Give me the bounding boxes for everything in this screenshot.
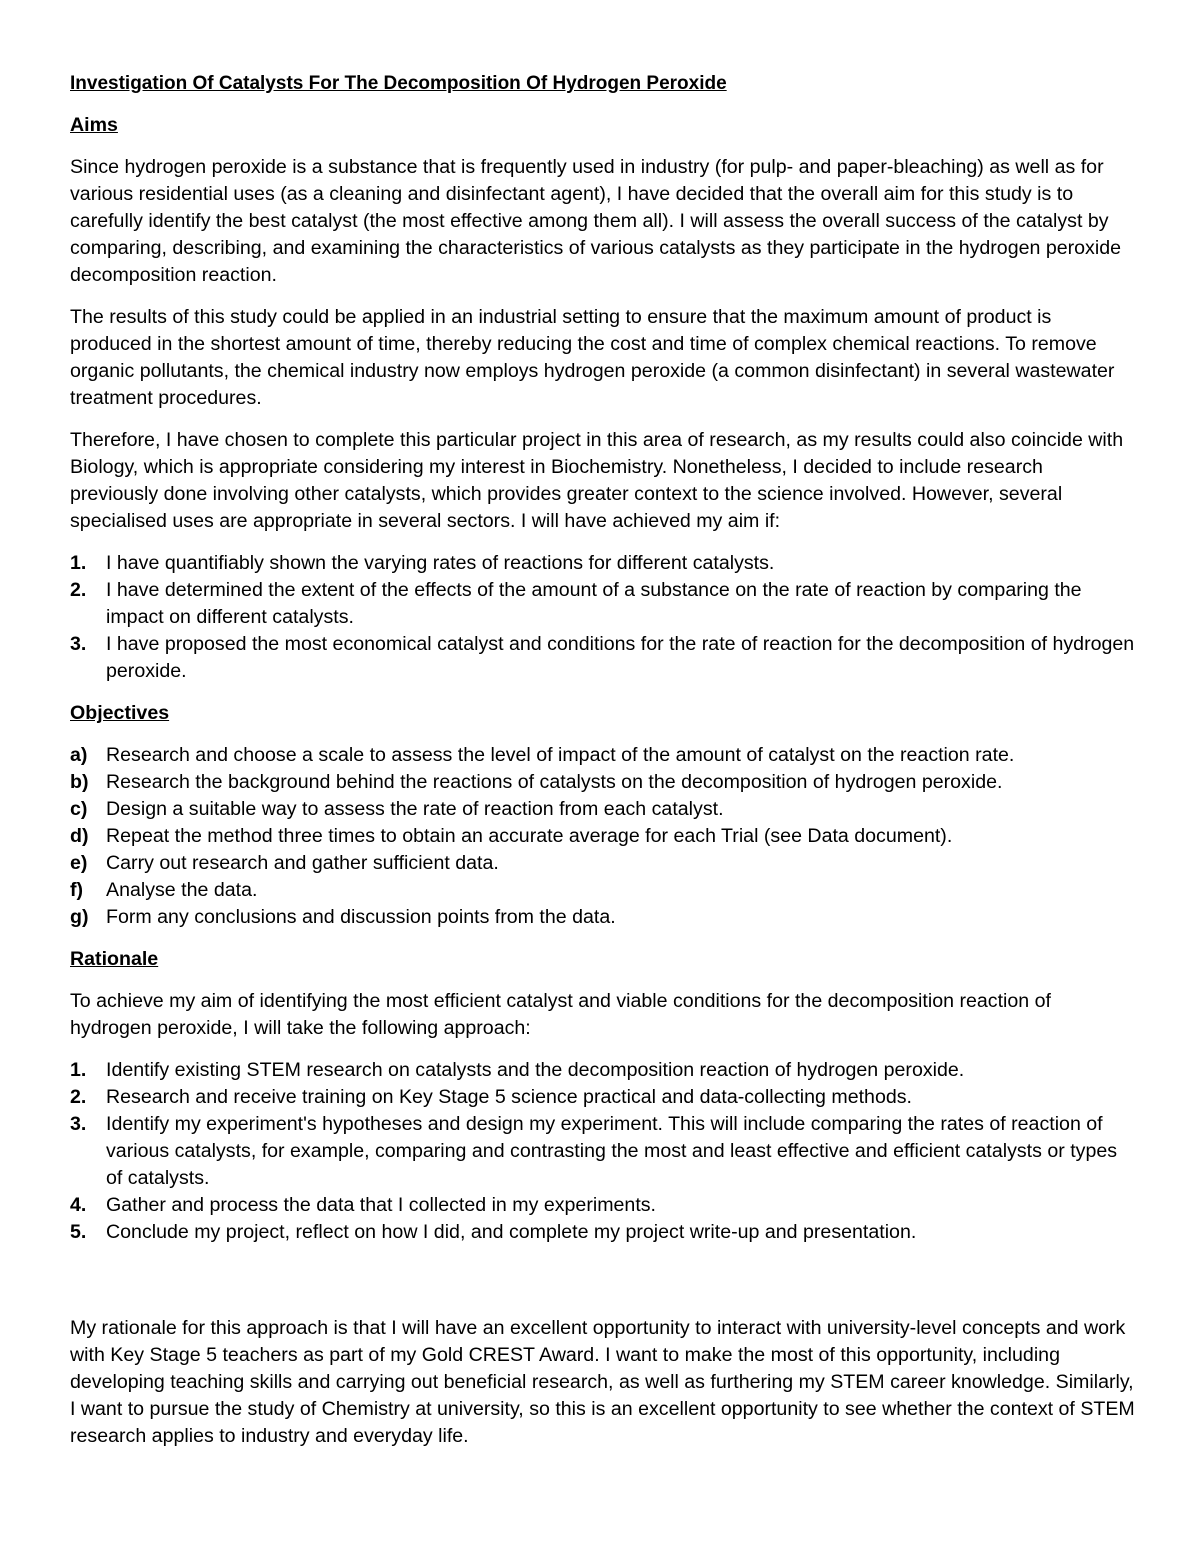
aims-paragraph: Since hydrogen peroxide is a substance that is frequently used in industry (for pulp- and paper-bleaching) as well as for various residential uses (as a cleaning and disinfectant agent), I have decided that the overall aim for this study is to carefully identify the best catalyst (the most effective among them all). I will assess the overall success of the catalyst by comparing, describing, and examining the characteristics of various catalysts as they participate in the hydrogen peroxide decomposition reaction. [70, 156, 1122, 286]
list-item-text: Research the background behind the reactions of catalysts on the decomposition of hydrogen peroxide. [106, 771, 1003, 793]
aims-section [70, 112, 1135, 685]
aims-list [70, 550, 1135, 685]
list-marker: d) [70, 825, 89, 847]
list-item-text: Research and receive training on Key Stage 5 science practical and data-collecting methods. [106, 1086, 912, 1108]
aims-paragraph: Therefore, I have chosen to complete this particular project in this area of research, as my results could also coincide with Biology, which is appropriate considering my interest in Biochemistry. Nonetheless, I decided to include research previously done involving other catalysts, which provides greater context to the science involved. However, several specialised uses are appropriate in several sectors. I will have achieved my aim if: [70, 429, 1124, 532]
list-marker: 1. [70, 552, 87, 574]
list-marker: c) [70, 798, 88, 820]
document-title: Investigation Of Catalysts For The Decomposition Of Hydrogen Peroxide [70, 73, 727, 94]
list-item-text: I have quantifiably shown the varying rates of reactions for different catalysts. [106, 552, 775, 574]
list-item [70, 796, 1135, 823]
aims-heading: Aims [70, 114, 118, 136]
list-item-text: Identify my experiment's hypotheses and design my experiment. This will include comparing the rates of reaction of various catalysts, for example, comparing and contrasting the most and least effective and efficient catalysts or types of catalysts. [106, 1113, 1118, 1189]
list-marker: g) [70, 906, 89, 928]
list-item [70, 1057, 1135, 1084]
list-item [70, 577, 1135, 631]
list-marker: 2. [70, 1086, 87, 1108]
rationale-list [70, 1057, 1135, 1246]
list-item-text: Conclude my project, reflect on how I did, and complete my project write-up and presentation. [106, 1221, 917, 1243]
list-item-text: Gather and process the data that I collected in my experiments. [106, 1194, 657, 1216]
list-item [70, 1219, 1135, 1246]
rationale-closing: My rationale for this approach is that I will have an excellent opportunity to interact with university-level concepts and work with Key Stage 5 teachers as part of my Gold CREST Award. I want to make the most of this opportunity, including developing teaching skills and carrying out beneficial research, as well as furthering my STEM career knowledge. Similarly, I want to pursue the study of Chemistry at university, so this is an excellent opportunity to see whether the context of STEM research applies to industry and everyday life. [70, 1317, 1135, 1447]
list-item [70, 769, 1135, 796]
list-item [70, 904, 1135, 931]
list-marker: e) [70, 852, 88, 874]
list-item-text: Carry out research and gather sufficient data. [106, 852, 499, 874]
list-marker: 3. [70, 633, 87, 655]
list-item [70, 631, 1135, 685]
list-item-text: Repeat the method three times to obtain an accurate average for each Trial (see Data document). [106, 825, 953, 847]
list-item [70, 877, 1135, 904]
rationale-section [70, 946, 1135, 1450]
list-item [70, 1084, 1135, 1111]
list-item [70, 550, 1135, 577]
list-item-text: I have determined the extent of the effects of the amount of a substance on the rate of reaction by comparing the impact on different catalysts. [106, 579, 1082, 628]
list-item-text: Design a suitable way to assess the rate of reaction from each catalyst. [106, 798, 724, 820]
list-item-text: Research and choose a scale to assess the level of impact of the amount of catalyst on the reaction rate. [106, 744, 1015, 766]
list-item [70, 850, 1135, 877]
aims-paragraph: The results of this study could be applied in an industrial setting to ensure that the maximum amount of product is produced in the shortest amount of time, thereby reducing the cost and time of complex chemical reactions. To remove organic pollutants, the chemical industry now employs hydrogen peroxide (a common disinfectant) in several wastewater treatment procedures. [70, 306, 1115, 409]
list-item-text: I have proposed the most economical catalyst and conditions for the rate of reaction for the decomposition of hydrogen peroxide. [106, 633, 1135, 682]
list-item [70, 1111, 1135, 1192]
document-page [70, 70, 1135, 1465]
objectives-section [70, 700, 1135, 931]
list-marker: 4. [70, 1194, 87, 1216]
list-marker: 2. [70, 579, 87, 601]
list-marker: 3. [70, 1113, 87, 1135]
rationale-intro: To achieve my aim of identifying the most efficient catalyst and viable conditions for the decomposition reaction of hydrogen peroxide, I will take the following approach: [70, 990, 1051, 1039]
list-item-text: Identify existing STEM research on catalysts and the decomposition reaction of hydrogen peroxide. [106, 1059, 965, 1081]
blank-spacer [70, 1261, 1135, 1315]
rationale-heading: Rationale [70, 948, 159, 970]
list-marker: 1. [70, 1059, 87, 1081]
list-item [70, 823, 1135, 850]
list-marker: f) [70, 879, 84, 901]
objectives-heading: Objectives [70, 702, 170, 724]
list-item [70, 742, 1135, 769]
list-item [70, 1192, 1135, 1219]
list-marker: b) [70, 771, 89, 793]
objectives-list [70, 742, 1135, 931]
list-item-text: Analyse the data. [106, 879, 258, 901]
list-item-text: Form any conclusions and discussion points from the data. [106, 906, 616, 928]
list-marker: a) [70, 744, 88, 766]
list-marker: 5. [70, 1221, 87, 1243]
